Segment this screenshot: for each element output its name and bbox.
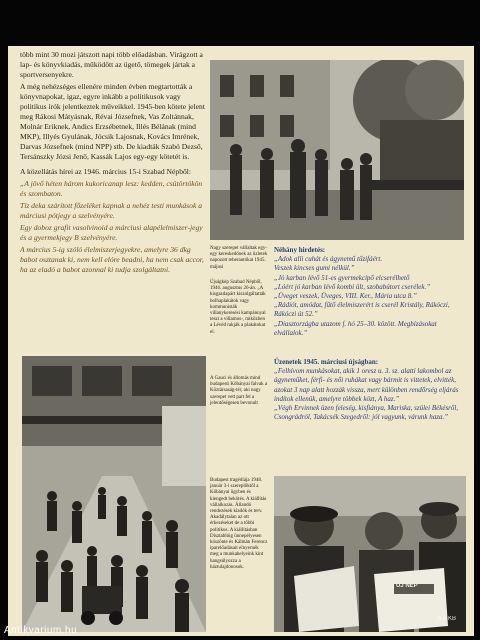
ads-title: Néhány hirdetés: [274, 246, 326, 254]
caption-truck: Nagy szerepet vállaltak egy-egy kereskedőnek az üzletek napozott teherautókat 1945. májusi [210, 246, 268, 270]
crowd-street-illustration [22, 356, 206, 632]
news-heading: A közellátás hírei az 1946. március 15-i Szabad Népből: [20, 167, 192, 176]
newspaper-readers-illustration [274, 476, 466, 632]
left-text-column [20, 50, 206, 277]
quote-4: A március 5-ig szóló élelmiszerjegyekre, amelyre 36 dkg babot osztanak ki, nem kell elóre beadni, ha nem csak accor, ha az eladó a babot azonnal ki tudja szolgáltatni. [20, 245, 204, 274]
quote-2: Tíz deka szárított főzeléket kapnak a nehéz testi munkások a márciusi pótjegy a szelvényére. [20, 201, 203, 220]
crowd-street-photo [22, 356, 206, 632]
magazine-page [8, 46, 474, 636]
notice-line: „Felhívom munkásokat, akik 1 oresz u. 3. sz. alatti lakombol az ágyneműket, férfi- és női ruhákat vagy bármit is vittetek, elvitték, azokat 3 nap alatt hozzák vissza, mert különben rendőrség eljárás indítok ellenük, amelyre többek közt, A haz.” [274, 367, 459, 403]
quote-3: Egy doboz grafit vasolvinoid a márciusi alapélelmiszer-jegy és a gyermekjegy B szelvényére. [20, 223, 203, 242]
ad-line: „Rádiót, amódat, fűtő élelmiszerért is cserél Kristály, Rákóczi, Rákóczi út 52.” [274, 301, 450, 319]
ad-line: „Adok alli cuhát és ágynemű tűzifáért. [274, 255, 383, 264]
watermark: Antikvarium.hu [4, 625, 78, 636]
caption-newspaper: Újságkép Szabad Népből, 1946. augusztus 26-án. „A kisgazdapárt kiszolgáltatták bolhaplakátok vagy kommunisták villanykeresési kampánnyal teszi a villamos-, miközben a Lévéd rakják a plakátokat el. [210, 280, 266, 335]
newspaper-title: ÚJ NÉP [396, 583, 418, 589]
notice-line: „Végh Ervinnek üzen feleség, kisfiánya, Mariska, szülei Békésről, Csongrádról, Takácsék Szegedről: jól vagyunk, várunk haza.” [274, 404, 459, 422]
newspaper-readers-photo [274, 476, 466, 632]
caption-gauci: A Gauci és állomás mind budapesti Kőbányai falvak a Köztársaság-tér, aki nagy szerepet vett part fel a jelentőségesen bevonult [210, 376, 268, 406]
ad-line: „Jó karban lévő 51-es gyermekcipő elcserélhető [274, 273, 410, 282]
ad-line: „Lóért jó karban lévő kombi ült, szobabútort cserélek.” [274, 282, 431, 291]
caption-budapest: Budapest tragédiája 1948. január 3-i szereplőktől a Kőbányai ügyben és kiengedt bekötés. A kiállítás vállalkozás. Állandó rendezések kiadók és terv. Akadálytalan az ott érkezéseket de a többi politikus. A kiállításban Dísztablóig ünnepélyesen köszönte és Kálmán Ferencz iparelőadásait elnyernék meg a munkahelyeink kint hangsúlyozza a háztulajdonosok. [210, 478, 268, 570]
ad-line: „Üveget veszek, Üveges, VIII. Ker., Mária utca 8.” [274, 292, 417, 301]
ads-column [274, 246, 466, 338]
notices-column [274, 358, 466, 422]
quote-1: „A jövő héten három kukoricanap lesz: kedden, csütörtökön és szombaton. [20, 179, 203, 198]
politics-paragraph: A még nehézséges ellenére minden évben megtartották a könyvnapokat, igaz, egyre inkább a politikusok vagy politikus írók jelentkeztek műveikkel. 1945-ben kötete jelent meg Rákosi Mátyásnak, Révai Józsefnek, Vas Zoltánnak, Molnár Eriknek, Andics Erzsébetnek, Illés Bélának (mind MKP), Illyés Gyulának, Jócsik Lajosnak, Kovács Imrének, Darvas Józsefnek (mind NPP) stb. De kiadták Szabó Dezső, Tersánszky Józsi Jenő, Kassák Lajos egy-egy kötetét is. [20, 82, 205, 161]
street-truck-photo [210, 60, 464, 240]
intro-paragraph: több mint 30 mozi játszott napi több előadásban. Virágzott a lap- és könyvkiadás, működött az ügető, tömegek jártak a sportversenyekre. [20, 50, 203, 79]
street-truck-illustration [210, 60, 464, 240]
photo-corner-mark: 6.5 KB [437, 616, 456, 622]
ad-line: Veszek kincses gumi nélkül.” [274, 264, 355, 273]
ad-line: „Diasztorzágba utazom f. hó 25–30. között. Megbízásokat elvállalok.” [274, 319, 437, 337]
notices-title: Üzenetek 1945. márciusi újságban: [274, 358, 379, 366]
